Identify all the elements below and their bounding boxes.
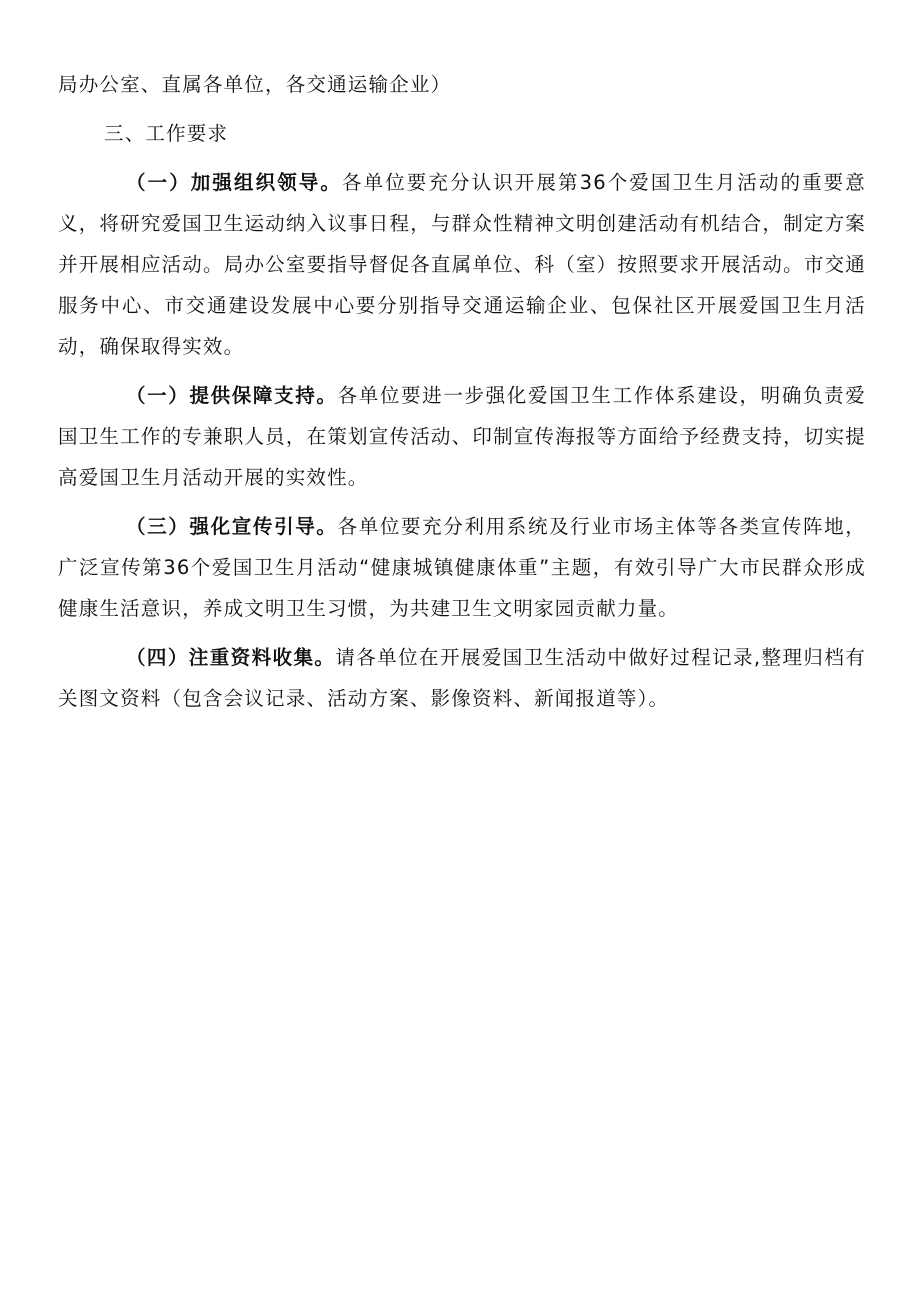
document-body — [58, 64, 866, 719]
paragraph-body: 各单位要进一步强化爱国卫生工作体系建设，明确负责爱国卫生工作的专兼职人员，在策划宣传活动、印制宣传海报等方面给予经费支持，切实提高爱国卫生月活动开展的实效性。 — [58, 384, 866, 489]
continuation-text: 局办公室、直属各单位，各交通运输企业） — [58, 73, 452, 96]
paragraph-support — [58, 375, 866, 498]
paragraph-body: 请各单位在开展爱国卫生活动中做好过程记录,整理归档有关图文资料（包含会议记录、活动方案、影像资料、新闻报道等）。 — [58, 646, 866, 710]
paragraph-body: 各单位要充分利用系统及行业市场主体等各类宣传阵地，广泛宣传第36个爱国卫生月活动“健康城镇健康体重”主题，有效引导广大市民群众形成健康生活意识，养成文明卫生习惯，为共建卫生文明家园贡献力量。 — [58, 515, 866, 620]
paragraph-publicity — [58, 506, 866, 629]
paragraph-organization — [58, 162, 866, 367]
paragraph-lead: （一）提供保障支持。 — [126, 384, 338, 407]
paragraph-lead: （四）注重资料收集。 — [126, 646, 336, 669]
paragraph-lead: （三）强化宣传引导。 — [126, 515, 338, 538]
paragraph-lead: （一）加强组织领导。 — [126, 171, 342, 194]
paragraph-body: 各单位要充分认识开展第36个爱国卫生月活动的重要意义，将研究爱国卫生运动纳入议事日程，与群众性精神文明创建活动有机结合，制定方案并开展相应活动。局办公室要指导督促各直属单位、科（室）按照要求开展活动。市交通服务中心、市交通建设发展中心要分别指导交通运输企业、包保社区开展爱国卫生月活动，确保取得实效。 — [58, 171, 866, 358]
section-heading: 三、工作要求 — [104, 122, 229, 145]
paragraph-records — [58, 637, 866, 719]
